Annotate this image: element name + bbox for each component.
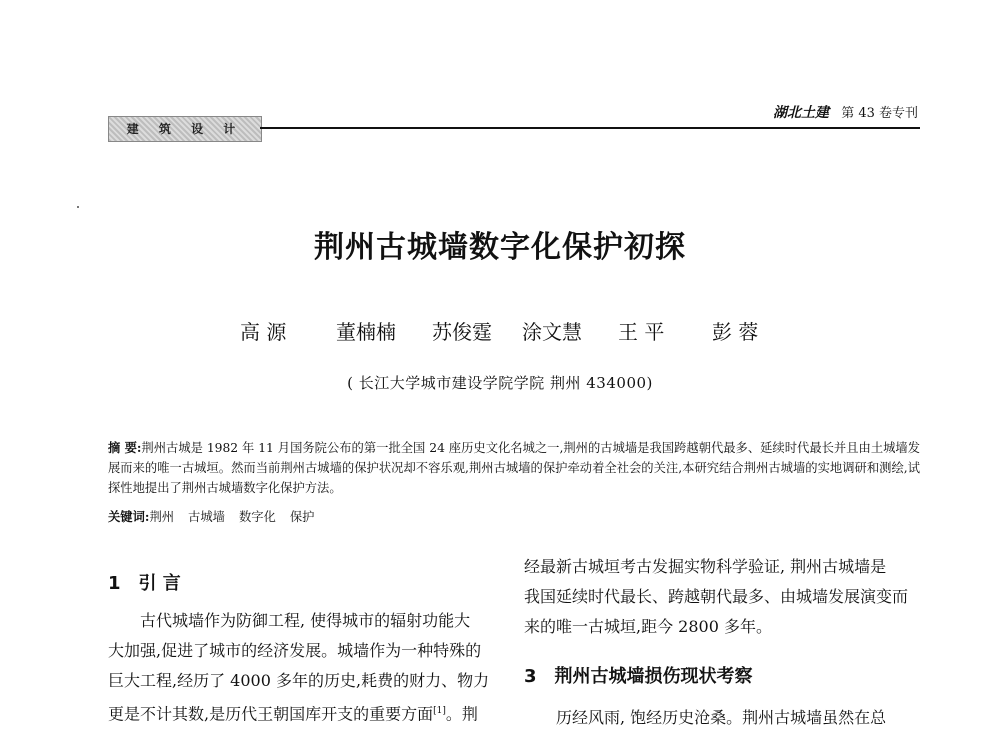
keyword: 古城墙	[188, 510, 225, 524]
body-line	[108, 696, 498, 726]
keyword: 数字化	[238, 510, 276, 524]
scan-speck	[77, 206, 79, 208]
section-number: 3	[524, 666, 537, 687]
section-title: 荆州古城墙损伤现状考察	[554, 666, 753, 687]
keywords-label: 关键词:	[108, 509, 150, 524]
body-line: 大加强,促进了城市的经济发展。城墙作为一种特殊的	[108, 641, 482, 660]
keyword: 保护	[289, 510, 315, 524]
body-line-tail: 。荆	[445, 704, 478, 724]
author-name: 苏俊霆	[432, 320, 492, 344]
right-column-section3	[524, 703, 920, 733]
right-column	[524, 552, 920, 642]
header-rule	[260, 127, 920, 129]
author-name: 涂文慧	[522, 320, 582, 344]
body-line: 来的唯一古城垣,距今 2800 多年。	[524, 617, 772, 636]
section-number: 1	[108, 573, 121, 594]
author-name: 高 源	[240, 320, 287, 344]
abstract	[108, 438, 920, 498]
body-line: 经最新古城垣考古发掘实物科学验证, 荆州古城墙是	[524, 557, 887, 576]
keywords	[108, 507, 920, 527]
body-line: 古代城墙作为防御工程, 使得城市的辐射功能大	[140, 611, 471, 630]
author-name: 董楠楠	[336, 320, 396, 344]
body-line: 我国延续时代最长、跨越朝代最多、由城墙发展演变而	[524, 587, 909, 606]
section-badge: 建 筑 设 计	[108, 116, 262, 142]
journal-issue: 第 43 卷专刊	[841, 106, 918, 121]
author-name: 彭 蓉	[712, 320, 759, 344]
abstract-text: 荆州古城是 1982 年 11 月国务院公布的第一批全国 24 座历史文化名城之一,荆州的古城墙是我国跨越朝代最多、延续时代最长并且由土城墙发展而来的唯一古城垣。然而当前荆州古城墙的保护状况却不容乐观,荆州古城墙的保护牵动着全社会的关注,本研究结合荆州古城墙的实地调研和测绘,试探性地提出了荆州古城墙数字化保护方法。	[108, 441, 921, 495]
section-heading-3	[524, 662, 753, 688]
reference-mark: [1]	[433, 706, 446, 716]
keyword: 荆州	[149, 510, 175, 524]
paper-title: 荆州古城墙数字化保护初探	[314, 230, 686, 265]
journal-header	[773, 102, 918, 122]
section-title: 引 言	[138, 573, 181, 594]
left-column	[108, 606, 498, 726]
abstract-label: 摘 要:	[108, 440, 142, 455]
author-name: 王 平	[618, 320, 665, 344]
body-line: 巨大工程,经历了 4000 多年的历史,耗费的财力、物力	[108, 671, 490, 690]
section-heading-1	[108, 569, 181, 595]
journal-name: 湖北土建	[773, 105, 830, 121]
affiliation: ( 长江大学城市建设学院学院 荆州 434000)	[347, 374, 653, 392]
body-line: 历经风雨, 饱经历史沧桑。荆州古城墙虽然在总	[556, 708, 887, 727]
body-line-text: 更是不计其数,是历代王朝国库开支的重要方面	[108, 704, 434, 724]
